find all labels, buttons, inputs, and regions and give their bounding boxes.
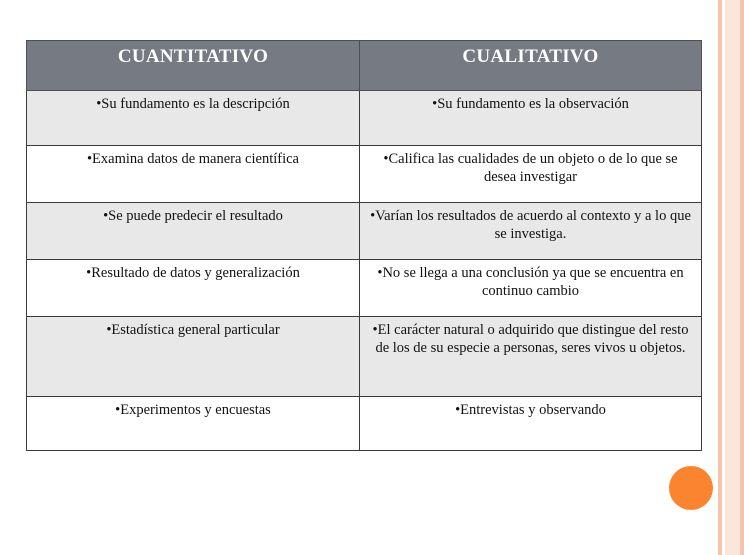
cell-cualitativo: •El carácter natural o adquirido que distingue del resto de los de su especie a personas, seres vivos u objetos. bbox=[360, 317, 702, 397]
cell-cuantitativo: •Se puede predecir el resultado bbox=[27, 203, 360, 260]
table-row bbox=[27, 317, 702, 397]
table-row bbox=[27, 397, 702, 451]
cell-cuantitativo: •Resultado de datos y generalización bbox=[27, 260, 360, 317]
cell-cualitativo: •Entrevistas y observando bbox=[360, 397, 702, 451]
right-border-band bbox=[725, 0, 740, 555]
table-row bbox=[27, 91, 702, 146]
table-row bbox=[27, 260, 702, 317]
orange-circle-decoration bbox=[669, 466, 713, 510]
cell-cualitativo: •No se llega a una conclusión ya que se encuentra en continuo cambio bbox=[360, 260, 702, 317]
table-header-row bbox=[27, 41, 702, 91]
comparison-table bbox=[26, 40, 702, 451]
cell-cualitativo: •Califica las cualidades de un objeto o de lo que se desea investigar bbox=[360, 146, 702, 203]
cell-cuantitativo: •Examina datos de manera científica bbox=[27, 146, 360, 203]
header-cualitativo: CUALITATIVO bbox=[360, 41, 702, 91]
cell-cualitativo: •Varían los resultados de acuerdo al contexto y a lo que se investiga. bbox=[360, 203, 702, 260]
header-cuantitativo: CUANTITATIVO bbox=[27, 41, 360, 91]
cell-cualitativo: •Su fundamento es la observación bbox=[360, 91, 702, 146]
cell-cuantitativo: •Estadística general particular bbox=[27, 317, 360, 397]
table-row bbox=[27, 146, 702, 203]
cell-cuantitativo: •Su fundamento es la descripción bbox=[27, 91, 360, 146]
cell-cuantitativo: •Experimentos y encuestas bbox=[27, 397, 360, 451]
table-row bbox=[27, 203, 702, 260]
right-border-edge bbox=[740, 0, 744, 555]
